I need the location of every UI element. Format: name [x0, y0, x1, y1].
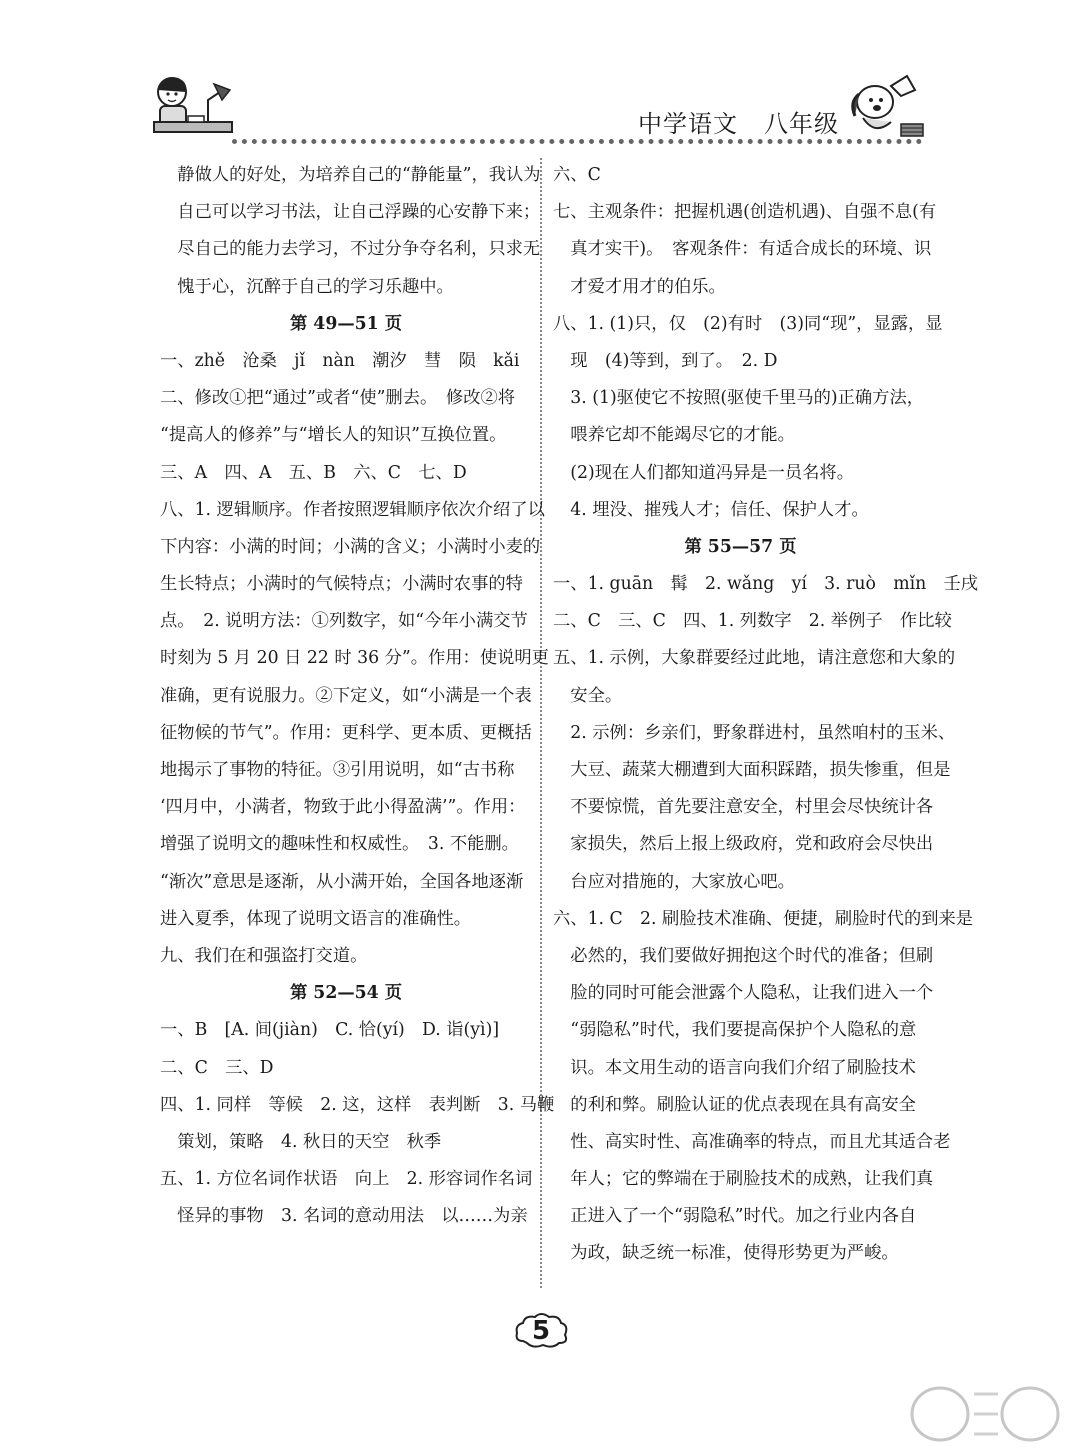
left-text-line: 三、A 四、A 五、B 六、C 七、D — [160, 462, 467, 483]
right-text-line: 六、1. C 2. 刷脸技术准确、便捷，刷脸时代的到来是 — [553, 908, 974, 929]
right-text-line: 正进入了一个“弱隐私”时代。加之行业内各自 — [553, 1206, 917, 1227]
left-text-line: 进入夏季，体现了说明文语言的准确性。 — [160, 908, 472, 929]
left-text-line: 一、B [A. 间(jiàn) C. 恰(yí) D. 诣(yì)] — [160, 1020, 500, 1041]
left-text-line: 四、1. 同样 等候 2. 这，这样 表判断 3. 马鞭 — [160, 1094, 555, 1115]
left-text-line: 五、1. 方位名词作状语 向上 2. 形容词作名词 — [160, 1169, 533, 1190]
right-text-line: 二、C 三、C 四、1. 列数字 2. 举例子 作比较 — [553, 611, 952, 632]
cartoon-dog-illustration — [835, 72, 925, 142]
right-text-line: 五、1. 示例，大象群要经过此地，请注意您和大象的 — [553, 648, 956, 669]
left-text-line: 增强了说明文的趣味性和权威性。 3. 不能删。 — [160, 834, 519, 855]
right-text-line: 安全。 — [553, 685, 623, 706]
left-text-line: 策划，策略 4. 秋日的天空 秋季 — [160, 1131, 442, 1152]
left-text-line: 愧于心，沉醉于自己的学习乐趣中。 — [160, 276, 454, 297]
right-text-line: 识。本文用生动的语言向我们介绍了刷脸技术 — [553, 1057, 916, 1078]
right-text-line: 现 (4)等到，到了。 2. D — [553, 350, 778, 371]
left-text-line: 生长特点；小满时的气候特点；小满时农事的特 — [160, 574, 523, 595]
right-text-line: 必然的，我们要做好拥抱这个时代的准备；但刷 — [553, 945, 934, 966]
right-text-line: 八、1. (1)只，仅 (2)有时 (3)同“现”，显露，显 — [553, 313, 943, 334]
page-number: 5 — [531, 1316, 551, 1346]
left-text-line: “渐次”意思是逐渐，从小满开始，全国各地逐渐 — [160, 871, 524, 892]
left-column — [160, 157, 555, 1235]
right-text-line: 六、C — [553, 165, 601, 185]
right-text-line: (2)现在人们都知道冯异是一员名将。 — [553, 462, 854, 483]
right-column — [553, 157, 979, 1273]
left-text-line: 征物候的节气”。作用：更科学、更本质、更概括 — [160, 722, 532, 743]
right-text-line: 的利和弊。刷脸认证的优点表现在具有高安全 — [553, 1094, 916, 1115]
left-text-line: 下内容：小满的时间；小满的含义；小满时小麦的 — [160, 536, 541, 557]
page-header — [0, 0, 1080, 150]
right-text-line: 喂养它却不能竭尽它的才能。 — [553, 425, 795, 446]
watermark-stamp — [900, 1380, 1070, 1446]
header-title — [638, 104, 839, 139]
left-text-line: 尽自己的能力去学习，不过分争夺名利，只求无 — [160, 239, 541, 260]
left-text-line: 静做人的好处，为培养自己的“静能量”，我认为 — [160, 165, 541, 185]
right-text-line: 脸的同时可能会泄露个人隐私，让我们进入一个 — [553, 983, 934, 1004]
left-text-line: 地揭示了事物的特征。③引用说明，如“古书称 — [160, 760, 515, 780]
right-text-line: 4. 埋没、摧残人才；信任、保护人才。 — [553, 499, 869, 520]
left-section-heading: 第 52—54 页 — [290, 983, 402, 1004]
header-grade: 八年级 — [764, 110, 839, 138]
right-text-line: 台应对措施的，大家放心吧。 — [553, 871, 795, 892]
column-divider — [540, 158, 542, 1288]
right-text-line: 不要惊慌，首先要注意安全，村里会尽快统计各 — [553, 797, 934, 818]
left-text-line: 准确，更有说服力。②下定义，如“小满是一个表 — [160, 685, 532, 706]
left-text-line: 时刻为 5 月 20 日 22 时 36 分”。作用：使说明更 — [160, 648, 549, 669]
left-text-line: 二、修改①把“通过”或者“使”删去。 修改②将 — [160, 388, 516, 409]
left-section-heading: 第 49—51 页 — [290, 313, 402, 334]
left-text-line: 怪异的事物 3. 名词的意动用法 以……为亲 — [160, 1206, 528, 1227]
right-text-line: 年人；它的弊端在于刷脸技术的成熟，让我们真 — [553, 1169, 934, 1190]
left-text-line: “提高人的修养”与“增长人的知识”互换位置。 — [160, 425, 507, 446]
right-text-line: 真才实干)。 客观条件：有适合成长的环境、识 — [553, 239, 932, 260]
header-subject: 中学语文 — [638, 110, 738, 138]
left-text-line: 八、1. 逻辑顺序。作者按照逻辑顺序依次介绍了以 — [160, 499, 545, 520]
left-text-line: ‘四月中，小满者，物致于此小得盈满’”。作用： — [160, 797, 526, 818]
right-text-line: 2. 示例：乡亲们，野象群进村，虽然咱村的玉米、 — [553, 722, 956, 743]
right-text-line: 才爱才用才的伯乐。 — [553, 276, 726, 297]
right-text-line: 家损失，然后上报上级政府，党和政府会尽快出 — [553, 834, 934, 855]
right-text-line: 七、主观条件：把握机遇(创造机遇)、自强不息(有 — [553, 202, 937, 223]
girl-studying-illustration — [150, 70, 236, 140]
right-text-line: 一、1. guān 髯 2. wǎng yí 3. ruò mǐn 壬戌 — [553, 574, 979, 595]
right-text-line: 为政，缺乏统一标准，使得形势更为严峻。 — [553, 1243, 899, 1264]
right-section-heading: 第 55—57 页 — [684, 536, 797, 557]
left-text-line: 点。 2. 说明方法：①列数字，如“今年小满交节 — [160, 611, 528, 632]
left-text-line: 九、我们在和强盗打交道。 — [160, 945, 368, 966]
right-text-line: “弱隐私”时代，我们要提高保护个人隐私的意 — [553, 1020, 917, 1041]
header-dotted-rule — [232, 139, 922, 144]
right-text-line: 3. (1)驱使它不按照(驱使千里马的)正确方法， — [553, 388, 925, 409]
left-text-line: 一、zhě 沧桑 jǐ nàn 潮汐 彗 陨 kǎi — [160, 350, 520, 371]
left-text-line: 自己可以学习书法，让自己浮躁的心安静下来； — [160, 202, 541, 223]
left-text-line: 二、C 三、D — [160, 1057, 274, 1078]
right-text-line: 大豆、蔬菜大棚遭到大面积踩踏，损失惨重，但是 — [553, 760, 951, 780]
right-text-line: 性、高实时性、高准确率的特点，而且尤其适合老 — [553, 1131, 951, 1152]
